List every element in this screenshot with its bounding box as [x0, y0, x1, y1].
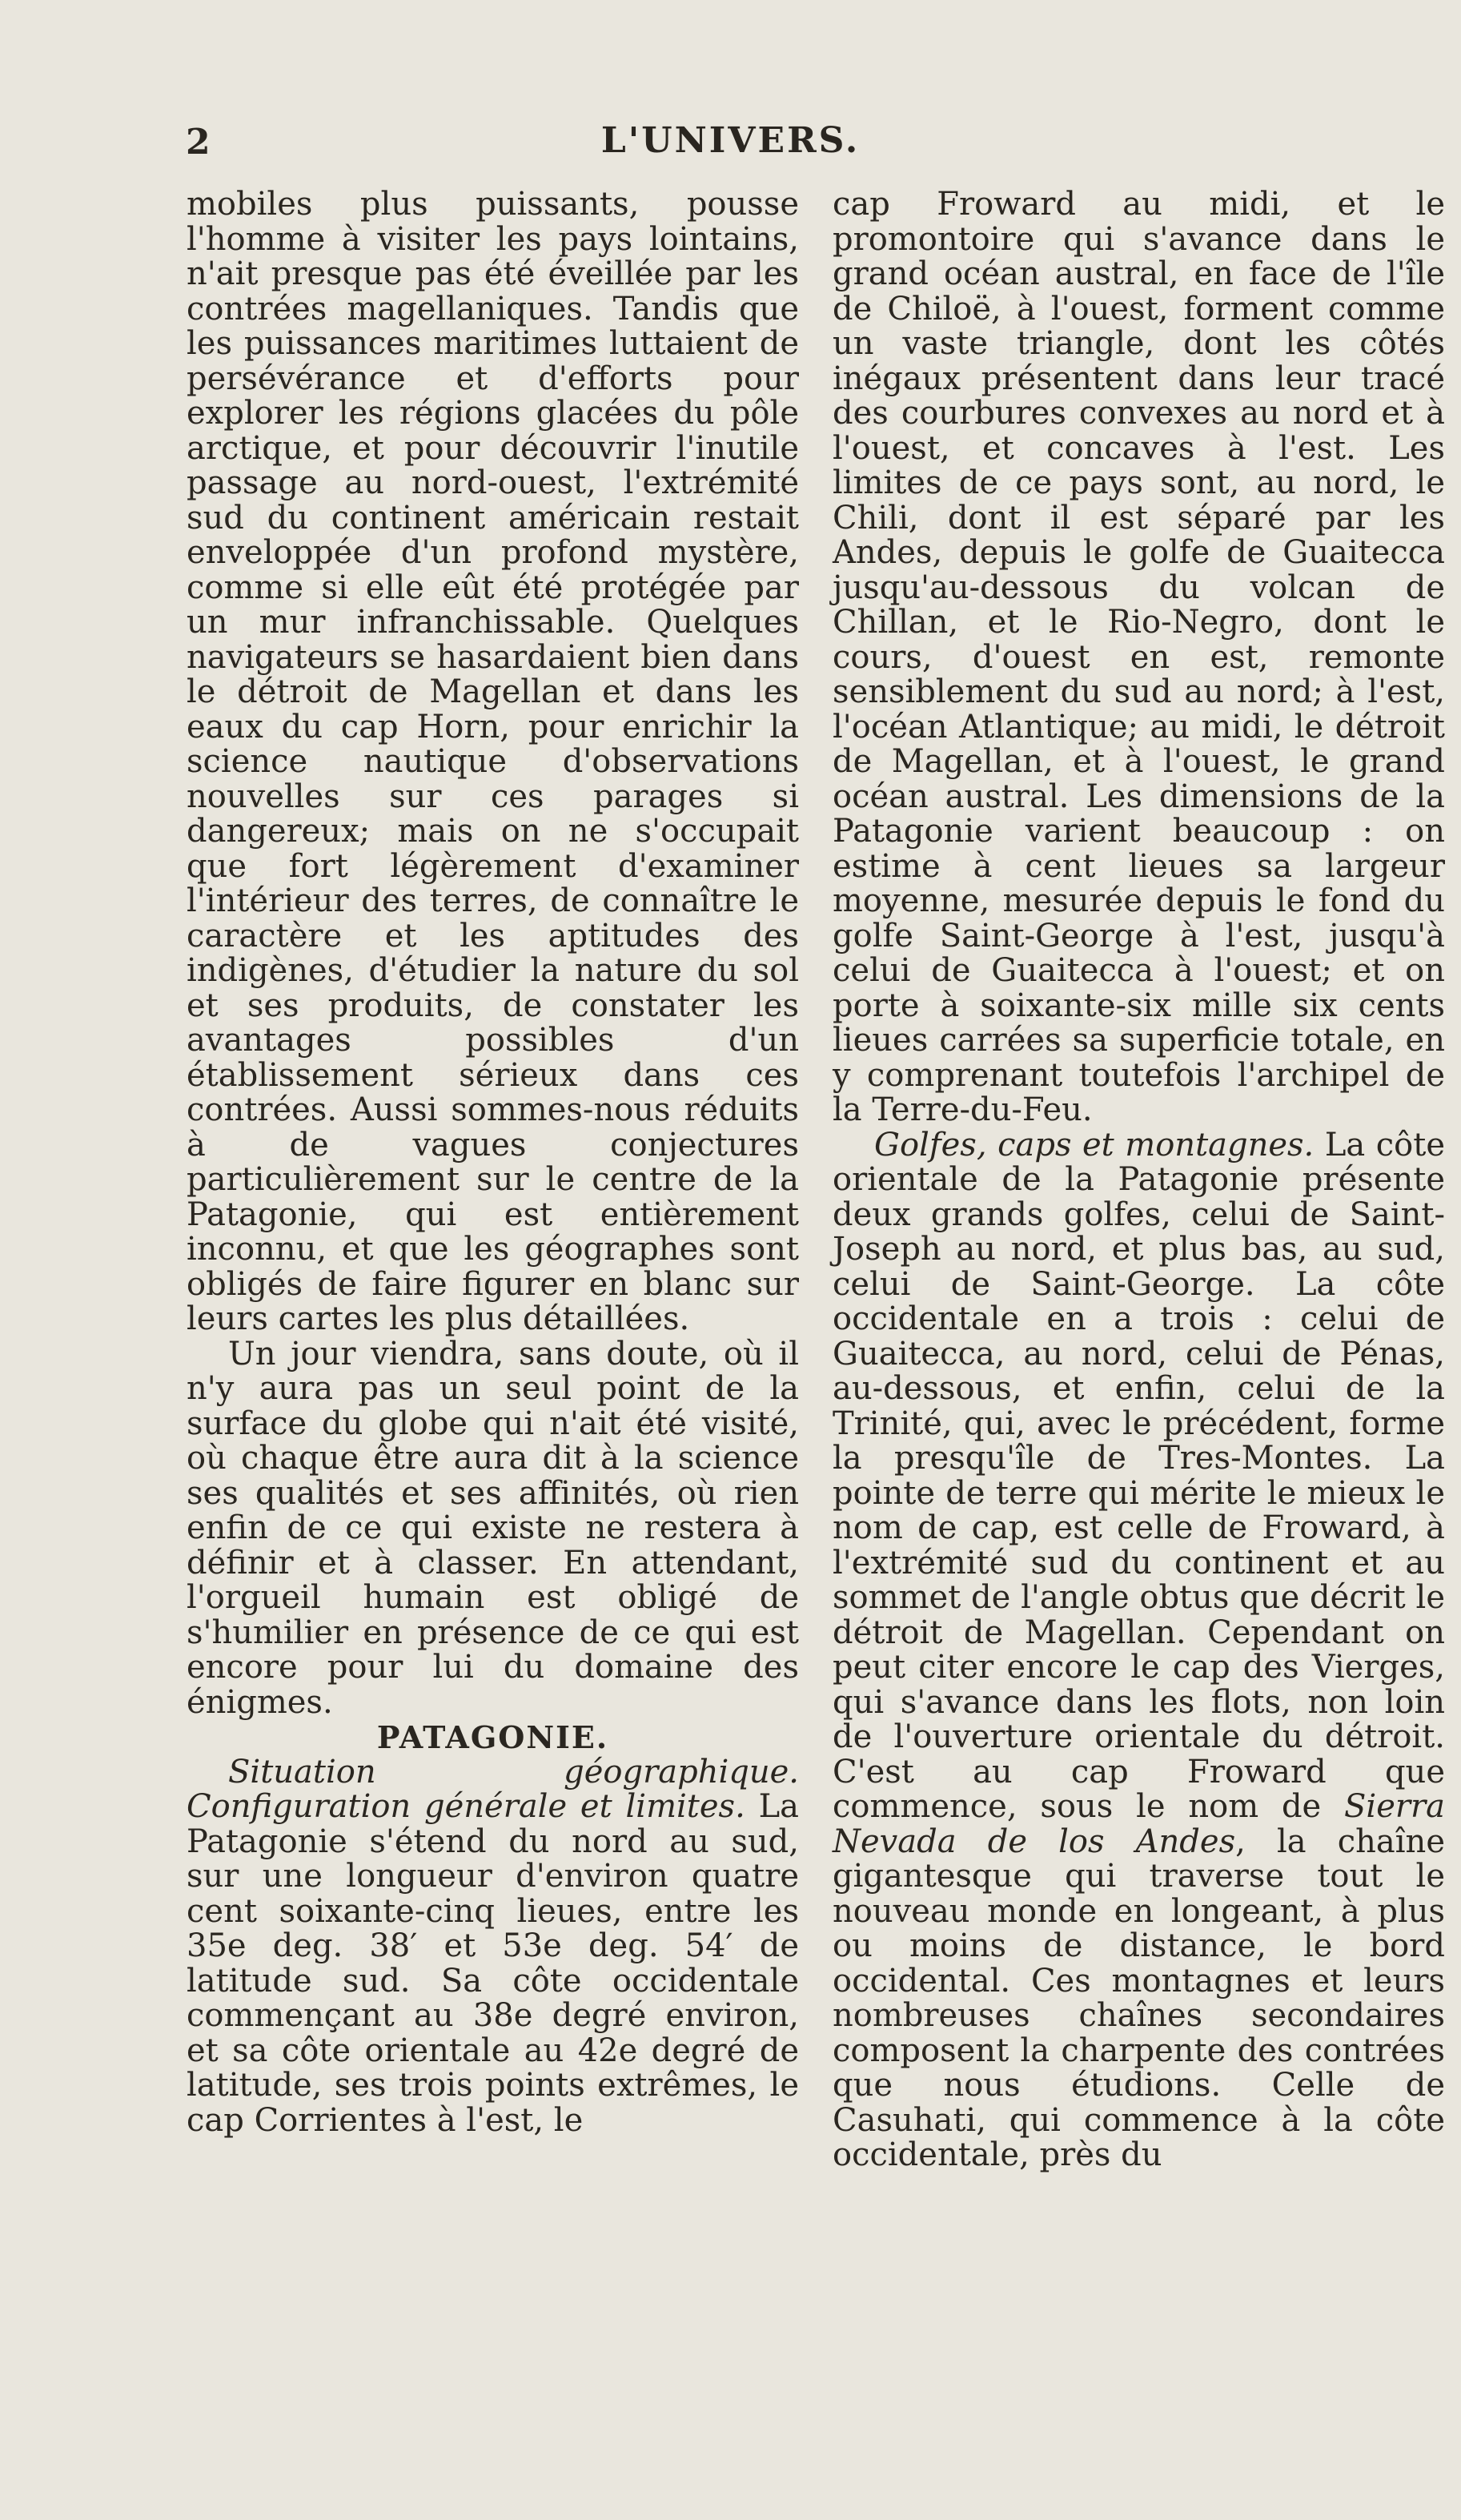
paragraph-text: La côte orientale de la Patagonie présente deux grands golfes, celui de Saint-Joseph au nord, et plus bas, au sud, celui de Saint-George. La côte occidentale en a trois : celui de Guaitecca, au nord, celui de Pénas, au-dessous, et enfin, celui de la Trinité, qui, avec le précédent, forme la presqu'île de Tres-Montes. La pointe de terre qui mérite le mieux le nom de cap, est celle de Froward, à l'extrémité sud du continent et au sommet de l'angle obtus que décrit le détroit de Magellan. Cependant on peut citer encore le cap des Vierges, qui s'avance dans les flots, non loin de l'ouverture orientale du détroit. C'est au cap Froward que commence, sous le nom de — [833, 1126, 1446, 1825]
left-column — [187, 187, 799, 2138]
left-paragraph-2: Un jour viendra, sans doute, où il n'y aura pas un seul point de la surface du globe qui n'ait été visité, où chaque être aura dit à la science ses qualités et ses affinités, où rien enfin de ce qui existe ne restera à définir et à classer. En attendant, l'orgueil humain est obligé de s'humilier en présence de ce qui est encore pour lui du domaine des énigmes. — [187, 1335, 799, 1721]
left-paragraph-3 — [187, 1755, 799, 2139]
right-paragraph-2 — [833, 1128, 1445, 2173]
right-paragraph-1: cap Froward au midi, et le promontoire qui s'avance dans le grand océan austral, en face de l'île de Chiloë, à l'ouest, forment comme un vaste triangle, dont les côtés inégaux présentent dans leur tracé des courbures convexes au nord et à l'ouest, et concaves à l'est. Les limites de ce pays sont, au nord, le Chili, dont il est séparé par les Andes, depuis le golfe de Guaitecca jusqu'au-dessous du volcan de Chillan, et le Rio-Negro, dont le cours, d'ouest en est, remonte sensiblement du sud au nord; à l'est, l'océan Atlantique; au midi, le détroit de Magellan, et à l'ouest, le grand océan austral. Les dimensions de la Patagonie varient beaucoup : on estime à cent lieues sa largeur moyenne, mesurée depuis le fond du golfe Saint-George à l'est, jusqu'à celui de Guaitecca à l'ouest; et on porte à soixante-six mille six cents lieues carrées sa superficie totale, en y comprenant toutefois l'archipel de la Terre-du-Feu. — [833, 186, 1445, 1128]
left-paragraph-1: mobiles plus puissants, pousse l'homme à visiter les pays lointains, n'ait presque pas été éveillée par les contrées magellaniques. Tandis que les puissances maritimes luttaient de persévérance et d'efforts pour explorer les régions glacées du pôle arctique, et pour découvrir l'inutile passage au nord-ouest, l'extrémité sud du continent américain restait enveloppée d'un profond mystère, comme si elle eût été protégée par un mur infranchissable. Quelques navigateurs se hasardaient bien dans le détroit de Magellan et dans les eaux du cap Horn, pour enrichir la science nautique d'observations nouvelles sur ces parages si dangereux; mais on ne s'occupait que fort légèrement d'examiner l'intérieur des terres, de connaître le caractère et les aptitudes des indigènes, d'étudier la nature du sol et ses produits, de constater les avantages possibles d'un établissement sérieux dans ces contrées. Aussi sommes-nous réduits à de vagues conjectures particulièrement sur le centre de la Patagonie, qui est entièrement inconnu, et que les géographes sont obligés de faire figurer en blanc sur leurs cartes les plus détaillées. — [187, 186, 799, 1337]
italic-term: Sierra Nevada de los Andes — [833, 1788, 1445, 1860]
paragraph-text: , la chaîne gigantesque qui traverse tout le nouveau monde en longeant, à plus ou moins de distance, le bord occidental. Ces montagnes et leurs nombreuses chaînes secondaires composent la charpente des contrées que nous étudions. Celle de Casuhati, qui commence à la côte occidentale, près du — [833, 1823, 1445, 2173]
page-number: 2 — [186, 122, 211, 163]
subheading-situation: Situation géographique. Configuration générale et limites. — [187, 1753, 799, 1825]
running-title: L'UNIVERS. — [600, 120, 861, 161]
section-heading: PATAGONIE. — [376, 1719, 609, 1755]
paragraph-text: La Patagonie s'étend du nord au sud, sur une longueur d'environ quatre cent soixante-cinq lieues, entre les 35e deg. 38′ et 53e deg. 54′ de latitude sud. Sa côte occidentale commençant au 38e degré environ, et sa côte orientale au 42e degré de latitude, ses trois points extrêmes, le cap Corrientes à l'est, le — [187, 1788, 799, 2139]
subheading-golfes: Golfes, caps et montagnes. — [874, 1126, 1314, 1164]
right-column — [833, 187, 1445, 2173]
